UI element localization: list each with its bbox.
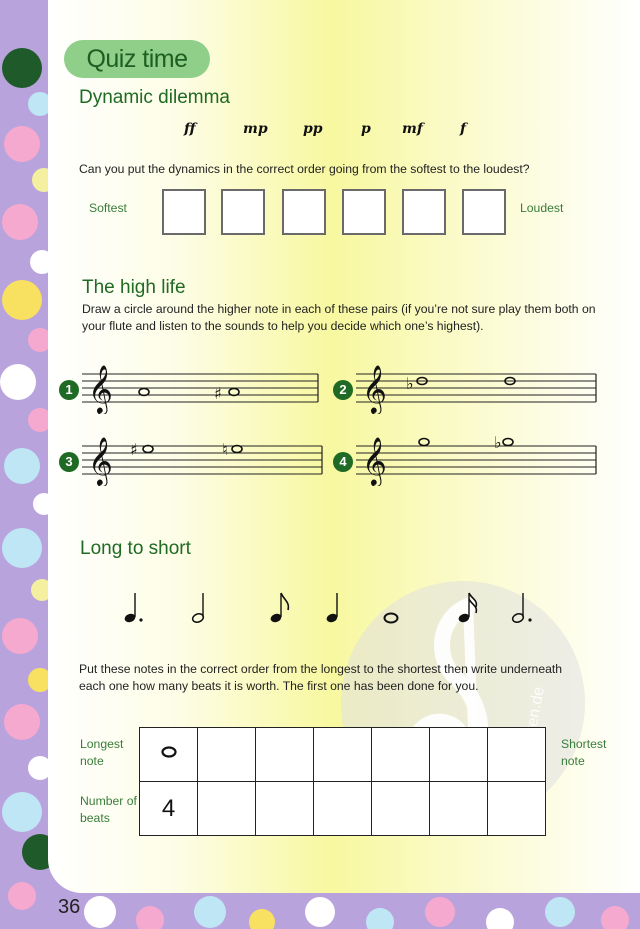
- shortest-note-label: Shortest note: [561, 737, 607, 768]
- natural-icon: ♮: [222, 440, 228, 459]
- treble-clef-icon: 𝄞: [362, 364, 387, 413]
- number-of-beats-label: Number of beats: [80, 794, 137, 825]
- semibreve-icon: [159, 745, 179, 759]
- answer-box-3[interactable]: [282, 189, 326, 235]
- notes-row: [110, 590, 540, 630]
- note-1b: [229, 389, 239, 396]
- note-4b: [503, 439, 513, 446]
- note-cell-2[interactable]: [198, 728, 256, 782]
- watermark-text: noten.de: [520, 685, 548, 750]
- answer-box-5[interactable]: [402, 189, 446, 235]
- table-row: [140, 728, 546, 782]
- sharp-icon: ♯: [130, 440, 138, 459]
- dynamic-mark-f: f: [460, 121, 467, 137]
- beats-cell-5[interactable]: [372, 782, 430, 836]
- long-short-heading: Long to short: [80, 538, 191, 559]
- dynamics-heading: Dynamic dilemma: [79, 87, 230, 108]
- beats-cell-6[interactable]: [430, 782, 488, 836]
- treble-clef-icon: 𝄞: [88, 364, 113, 413]
- beats-cell-7[interactable]: [488, 782, 546, 836]
- beats-cell-4[interactable]: [314, 782, 372, 836]
- dynamics-question: Can you put the dynamics in the correct order going from the softest to the loudest?: [79, 162, 530, 176]
- dynamic-mark-pp: pp: [303, 121, 323, 137]
- high-life-heading: The high life: [82, 277, 186, 298]
- dynamic-mark-mf: mf: [402, 121, 423, 137]
- crotchet-icon: [325, 593, 338, 624]
- note-cell-3[interactable]: [256, 728, 314, 782]
- dynamic-mark-mp: mp: [243, 121, 268, 137]
- beats-cell-1: [140, 782, 198, 836]
- page-title: Quiz time: [64, 40, 210, 78]
- answer-box-1[interactable]: [162, 189, 206, 235]
- pair-number-2: 2: [333, 380, 353, 400]
- dynamic-mark-p: p: [361, 121, 371, 137]
- staff-pair-2[interactable]: [356, 362, 600, 414]
- dotted-minim-icon: [511, 593, 531, 624]
- note-cell-7[interactable]: [488, 728, 546, 782]
- long-short-instructions: Put these notes in the correct order from the longest to the shortest then write underneath each one how many beats it is worth. The first one has been done for you.: [79, 662, 563, 693]
- note-4a: [419, 439, 429, 446]
- beats-cell-2[interactable]: [198, 782, 256, 836]
- semibreve-icon: [385, 614, 398, 623]
- page-number: 36: [58, 896, 81, 918]
- staff-pair-3[interactable]: [82, 434, 326, 486]
- semiquaver-icon: [457, 593, 476, 624]
- sharp-icon: ♯: [214, 384, 222, 403]
- dynamic-mark-ff: ff: [184, 121, 196, 137]
- note-cell-6[interactable]: [430, 728, 488, 782]
- treble-clef-icon: 𝄞: [362, 436, 387, 485]
- flat-icon: ♭: [406, 374, 414, 393]
- pair-number-3: 3: [59, 452, 79, 472]
- beats-cell-3[interactable]: [256, 782, 314, 836]
- pair-number-1: 1: [59, 380, 79, 400]
- quaver-icon: [269, 593, 288, 624]
- staff-pair-1[interactable]: [82, 362, 322, 414]
- treble-clef-icon: 𝄞: [88, 436, 113, 485]
- note-cell-4[interactable]: [314, 728, 372, 782]
- staff-pair-4[interactable]: [356, 434, 600, 486]
- longest-note-label: Longest note: [80, 737, 124, 768]
- table-row: [140, 782, 546, 836]
- flat-icon: ♭: [494, 434, 502, 452]
- example-beats-value: 4: [161, 794, 176, 822]
- softest-label: Softest: [89, 201, 127, 215]
- note-3b: [232, 446, 242, 453]
- note-cell-5[interactable]: [372, 728, 430, 782]
- notes-order-table: [139, 727, 546, 836]
- minim-icon: [191, 593, 204, 624]
- answer-box-2[interactable]: [221, 189, 265, 235]
- loudest-label: Loudest: [520, 201, 564, 215]
- answer-box-6[interactable]: [462, 189, 506, 235]
- dotted-crotchet-icon: [123, 593, 142, 624]
- answer-box-4[interactable]: [342, 189, 386, 235]
- note-cell-1: [140, 728, 198, 782]
- note-1a: [139, 389, 149, 396]
- note-3a: [143, 446, 153, 453]
- high-life-instructions: Draw a circle around the higher note in each of these pairs (if you’re not sure play them both on your flute and listen to the sounds to help you decide which one’s highest).: [82, 302, 596, 333]
- pair-number-4: 4: [333, 452, 353, 472]
